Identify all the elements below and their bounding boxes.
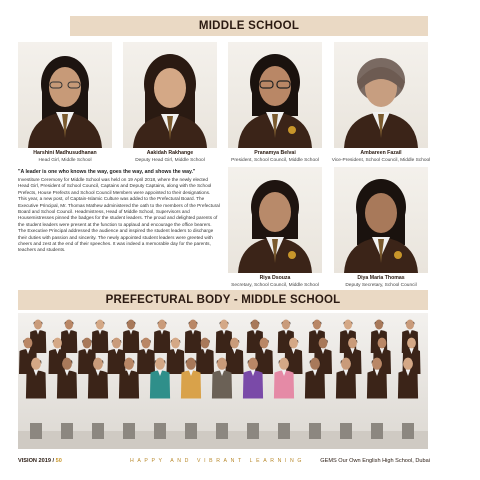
group-legs-shape xyxy=(340,423,352,439)
student-portrait-image xyxy=(334,167,428,273)
caption-council-secretary xyxy=(215,274,335,290)
caption-deputy-secretary xyxy=(321,274,441,290)
section-heading-middle-school: MIDDLE SCHOOL xyxy=(70,16,428,36)
caption-council-vice-president xyxy=(321,149,441,165)
portrait-deputy-secretary xyxy=(334,167,428,273)
student-name: Aakidah Rakhange xyxy=(146,150,194,156)
student-portrait-image xyxy=(228,167,322,273)
group-legs-shape xyxy=(309,423,321,439)
student-name: Diya Maria Thomas xyxy=(357,275,405,281)
student-portrait-image xyxy=(123,42,217,148)
student-name: Harshini Madhusudhanan xyxy=(33,150,97,156)
student-role: Deputy Head Girl, Middle School xyxy=(135,158,205,163)
student-role: Deputy Secretary, School Council xyxy=(345,283,417,288)
portrait-head-girl xyxy=(18,42,112,148)
page-number: 50 xyxy=(55,458,62,464)
student-portrait-image xyxy=(18,42,112,148)
group-legs-shape xyxy=(30,423,42,439)
caption-deputy-head-girl xyxy=(110,149,230,165)
leadership-quote: "A leader is one who knows the way, goes the way, and shows the way." xyxy=(18,169,196,175)
portrait-deputy-head-girl xyxy=(123,42,217,148)
group-legs-shape xyxy=(61,423,73,439)
section-heading-prefectural-body: PREFECTURAL BODY - MIDDLE SCHOOL xyxy=(18,290,428,310)
student-portrait-image xyxy=(228,42,322,148)
student-portrait-image xyxy=(334,42,428,148)
student-role: Vice-President, School Council, Middle School xyxy=(331,158,431,163)
group-legs-shape xyxy=(371,423,383,439)
student-role: President, School Council, Middle School xyxy=(231,158,319,163)
footer-tagline: HAPPY AND VIBRANT LEARNING xyxy=(130,458,305,464)
group-legs-shape xyxy=(247,423,259,439)
footer-school-name: GEMS Our Own English High School, Dubai xyxy=(320,458,430,464)
group-legs-shape xyxy=(92,423,104,439)
group-legs-shape xyxy=(185,423,197,439)
student-name: Ambareen Fazail xyxy=(360,150,402,156)
portrait-council-secretary xyxy=(228,167,322,273)
issue-label: VISION 2019 / xyxy=(18,458,55,464)
investiture-paragraph: Investiture Ceremony for Middle School was held on 19 April 2018, where the newly elected Head Girl, President of School Council, Captains and Deputy Captains, along with the School Prefects, House Prefects and School Council Members were appointed to their designations. This year, a new post, of Captain-Islamic Culture was added to the Prefectural Board. The Executive Principal, Mr. Thomas Mathew administered the oath to the members of the Prefectural Board and School Council. Headmistress, Head of Middle School, Supervisors and Housemistresses pinned the badges for the student leaders. The proud and delighted parents of the student leaders were present at the function to applaud and encourage the office bearers. The Executive Principal addressed the audience and inspired the student leaders to discharge their duties with passion and sincerity. The newly appointed student leaders were greeted with cheers and zest at the end of their speeches. It was indeed a memorable day for the parents, teachers and students. xyxy=(18,177,220,253)
group-photo-image xyxy=(18,313,428,449)
footer-issue xyxy=(18,458,62,464)
portrait-council-vice-president xyxy=(334,42,428,148)
group-legs-shape xyxy=(154,423,166,439)
page-footer xyxy=(18,458,430,470)
group-legs-shape xyxy=(216,423,228,439)
student-role: Secretary, School Council, Middle School xyxy=(231,283,319,288)
group-legs-shape xyxy=(402,423,414,439)
student-name: Pranamya Belvai xyxy=(254,150,296,156)
prefectural-group-photo xyxy=(18,313,428,449)
student-role: Head Girl, Middle School xyxy=(38,158,92,163)
caption-head-girl xyxy=(5,149,125,165)
group-legs-shape xyxy=(123,423,135,439)
portrait-council-president xyxy=(228,42,322,148)
caption-council-president xyxy=(215,149,335,165)
group-legs-shape xyxy=(278,423,290,439)
student-name: Riya Dsouza xyxy=(259,275,291,281)
